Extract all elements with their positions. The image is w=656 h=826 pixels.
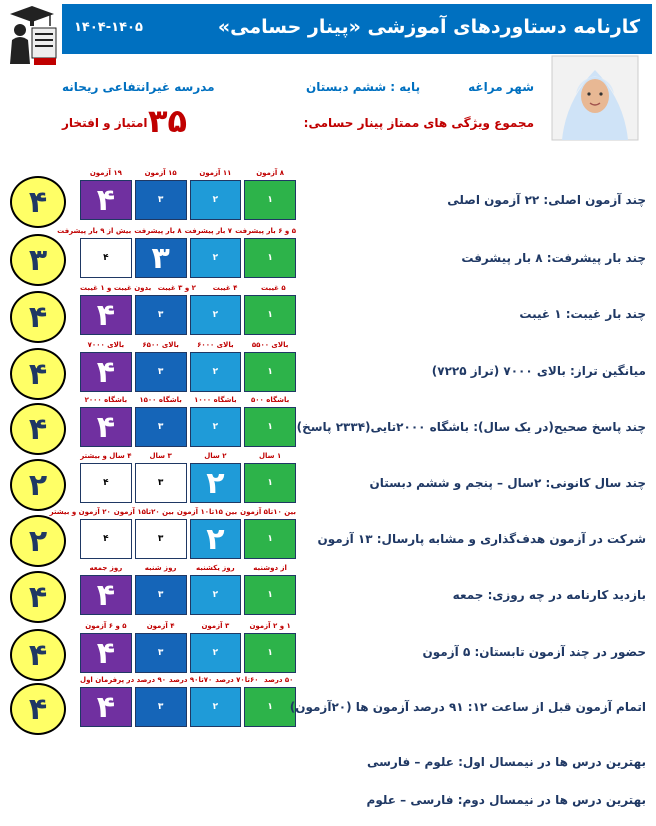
option-label: ۹۰ درصد در پرفرمان اول	[80, 676, 167, 684]
graduate-logo-icon	[4, 4, 60, 68]
score-cell-selected: ۲	[190, 463, 242, 503]
score-cell: ۴	[80, 463, 132, 503]
score-cell: ۳	[135, 575, 187, 615]
row-labels	[57, 227, 296, 237]
score-row	[80, 463, 296, 503]
score-cell-selected: ۲	[190, 519, 242, 559]
score-cell-selected: ۴	[80, 575, 132, 615]
option-label: بین ۱۵تا۱۰ آزمون	[176, 508, 238, 516]
option-label: باشگاه ۵۰۰	[251, 396, 290, 404]
option-label: روز جمعه	[89, 564, 123, 572]
option-label: ۵ غیبت	[261, 284, 286, 292]
row-score-circle: ۴	[10, 176, 66, 228]
score-cell-selected: ۴	[80, 687, 132, 727]
question-text: شرکت در آزمون هدف‌گذاری و مشابه پارسال: ۱۳ آزمون	[317, 532, 646, 546]
report-title: کارنامه دستاوردهای آموزشی «پینار حسامی»	[217, 16, 640, 38]
score-cell: ۳	[135, 295, 187, 335]
score-cell: ۱	[244, 352, 296, 392]
option-label: بالای ۵۵۰۰	[251, 341, 289, 349]
option-label: بدون غیبت و ۱ غیبت	[80, 284, 152, 292]
row-score-circle: ۲	[10, 459, 66, 511]
score-cell-selected: ۴	[80, 295, 132, 335]
score-cell: ۲	[190, 407, 242, 447]
option-label: ۱۹ آزمون	[89, 169, 122, 177]
academic-year: ۱۴۰۴-۱۴۰۵	[74, 20, 143, 35]
option-label: ۷۰تا۹۰ درصد	[169, 676, 213, 684]
option-label: باشگاه ۱۵۰۰	[139, 396, 182, 404]
option-label: ۱۱ آزمون	[199, 169, 232, 177]
score-cell-selected: ۴	[80, 352, 132, 392]
score-row	[80, 352, 296, 392]
score-cell: ۱	[244, 687, 296, 727]
option-label: ۵ و ۶ بار پیشرفت	[235, 227, 296, 235]
option-label: ۲ و ۳ غیبت	[157, 284, 196, 292]
features-label: مجموع ویژگی های ممتاز پینار حسامی:	[303, 116, 534, 130]
score-cell: ۱	[244, 238, 296, 278]
row-labels	[80, 396, 296, 406]
option-label: باشگاه ۱۰۰۰	[194, 396, 237, 404]
score-cell: ۳	[135, 633, 187, 673]
row-score-circle: ۴	[10, 291, 66, 343]
option-label: بین ۱۰تا۵ آزمون	[240, 508, 296, 516]
header-bar	[62, 4, 652, 54]
option-label: ۵ و ۶ آزمون	[85, 622, 127, 630]
score-cell: ۲	[190, 180, 242, 220]
score-cell: ۲	[190, 687, 242, 727]
score-cell: ۱	[244, 575, 296, 615]
score-cell: ۱	[244, 180, 296, 220]
row-score-circle: ۳	[10, 234, 66, 286]
score-cell-selected: ۴	[80, 180, 132, 220]
score-row	[80, 180, 296, 220]
option-label: ۸ بار پیشرفت	[134, 227, 182, 235]
row-score-circle: ۴	[10, 683, 66, 735]
score-cell: ۲	[190, 238, 242, 278]
option-label: ۲۰ آزمون و بیشتر	[49, 508, 111, 516]
score-row	[80, 575, 296, 615]
question-text: اتمام آزمون قبل از ساعت ۱۲: ۹۱ درصد آزمون ها (۲۰آزمون)	[289, 700, 646, 714]
score-row	[80, 238, 296, 278]
row-labels	[80, 452, 296, 462]
option-label: ۶۰تا۷۰ درصد	[215, 676, 259, 684]
score-cell: ۱	[244, 463, 296, 503]
question-text: چند بار غیبت: ۱ غیبت	[519, 307, 646, 321]
score-row	[80, 407, 296, 447]
score-cell: ۲	[190, 575, 242, 615]
best-subjects-first: بهترین درس ها در نیمسال اول: علوم – فارسی	[366, 755, 646, 769]
row-labels	[80, 284, 296, 294]
option-label: ۷ بار پیشرفت	[184, 227, 233, 235]
row-labels	[49, 508, 296, 518]
option-label: بیش از ۹ بار پیشرفت	[57, 227, 132, 235]
score-cell: ۳	[135, 180, 187, 220]
option-label: ۱۵ آزمون	[144, 169, 177, 177]
option-label: ۵۰ درصد	[264, 676, 294, 684]
score-cell: ۱	[244, 295, 296, 335]
option-label: ۴ غیبت	[212, 284, 238, 292]
score-cell: ۴	[80, 519, 132, 559]
score-cell-selected: ۳	[135, 238, 187, 278]
option-label: روز شنبه	[144, 564, 177, 572]
row-score-circle: ۲	[10, 515, 66, 567]
score-row	[80, 633, 296, 673]
option-label: بالای ۶۰۰۰	[197, 341, 234, 349]
row-labels	[80, 564, 296, 574]
row-labels	[80, 169, 296, 179]
question-text: حضور در چند آزمون تابستان: ۵ آزمون	[422, 645, 646, 659]
option-label: ۱ سال	[258, 452, 282, 460]
option-label: ۸ آزمون	[256, 169, 285, 177]
score-cell: ۳	[135, 687, 187, 727]
score-cell: ۲	[190, 295, 242, 335]
score-cell: ۱	[244, 633, 296, 673]
score-row	[80, 295, 296, 335]
option-label: بالای ۶۵۰۰	[142, 341, 179, 349]
question-text: میانگین تراز: بالای ۷۰۰۰ (تراز ۷۲۲۵)	[431, 364, 646, 378]
school-text: مدرسه غیرانتفاعی ریحانه	[62, 80, 215, 94]
question-text: چند سال کانونی: ۲سال – پنجم و ششم دبستان	[369, 476, 646, 490]
score-cell: ۲	[190, 633, 242, 673]
question-text: چند آزمون اصلی: ۲۲ آزمون اصلی	[447, 193, 646, 207]
score-cell: ۳	[135, 519, 187, 559]
score-cell: ۳	[135, 463, 187, 503]
question-text: بازدید کارنامه در چه روزی: جمعه	[452, 588, 646, 602]
score-cell-selected: ۴	[80, 633, 132, 673]
score-cell-selected: ۴	[80, 407, 132, 447]
question-text: چند پاسخ صحیح(در یک سال): باشگاه ۲۰۰۰تایی(۲۳۳۴ پاسخ)	[296, 420, 646, 434]
score-row	[80, 687, 296, 727]
row-labels	[80, 341, 296, 351]
row-score-circle: ۴	[10, 348, 66, 400]
row-score-circle: ۴	[10, 571, 66, 623]
option-label: بین ۲۰تا۱۵ آزمون	[113, 508, 174, 516]
score-row	[80, 519, 296, 559]
student-photo-icon	[552, 56, 638, 140]
option-label: ۳ سال	[149, 452, 172, 460]
option-label: ۲ سال	[204, 452, 227, 460]
question-text: چند بار پیشرفت: ۸ بار پیشرفت	[461, 251, 646, 265]
row-labels	[80, 622, 296, 632]
score-cell: ۱	[244, 519, 296, 559]
row-score-circle: ۴	[10, 629, 66, 681]
score-label: امتیاز و افتخار	[62, 116, 148, 130]
score-cell: ۱	[244, 407, 296, 447]
option-label: از دوشنبه	[253, 564, 287, 572]
score-cell: ۳	[135, 352, 187, 392]
option-label: ۱ و ۲ آزمون	[249, 622, 291, 630]
score-cell: ۲	[190, 352, 242, 392]
option-label: ۴ آزمون	[146, 622, 175, 630]
best-subjects-second: بهترین درس ها در نیمسال دوم: فارسی – علوم	[366, 793, 646, 807]
score-cell: ۴	[80, 238, 132, 278]
city-text: شهر مراغه	[468, 80, 534, 94]
option-label: روز یکشنبه	[196, 564, 235, 572]
row-labels	[80, 676, 296, 686]
total-score: ۳۵	[148, 102, 188, 140]
row-score-circle: ۴	[10, 403, 66, 455]
option-label: ۳ آزمون	[201, 622, 230, 630]
option-label: باشگاه ۲۰۰۰	[84, 396, 128, 404]
option-label: بالای ۷۰۰۰	[87, 341, 125, 349]
grade-text: پایه : ششم دبستان	[306, 80, 421, 94]
score-cell: ۳	[135, 407, 187, 447]
option-label: ۴ سال و بیشتر	[80, 452, 132, 460]
